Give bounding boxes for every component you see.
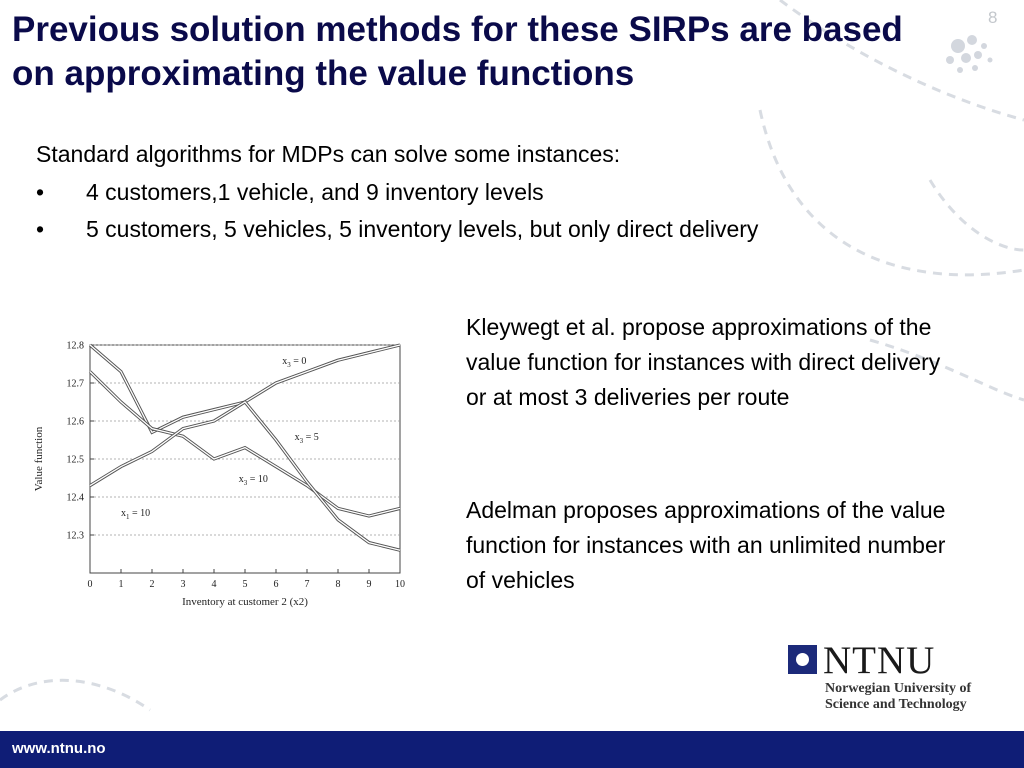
annotation-rest: = 10 bbox=[247, 473, 268, 485]
annotation-rest: = 10 bbox=[129, 508, 151, 519]
x-tick-label: 5 bbox=[242, 579, 248, 590]
x-tick-label: 7 bbox=[304, 579, 310, 590]
series-annotation bbox=[239, 474, 268, 487]
annotation-subscript: 3 bbox=[299, 437, 304, 445]
annotation-subscript: 3 bbox=[243, 478, 248, 487]
page-number: 8 bbox=[988, 8, 998, 27]
annotation-base: x bbox=[238, 473, 244, 485]
kleywegt-paragraph: Kleywegt et al. propose approximations of the value function for instances with direct delivery or at most 3 deliveries per route bbox=[466, 314, 941, 410]
value-function-chart bbox=[28, 315, 423, 615]
adelman-paragraph: Adelman proposes approximations of the value function for instances with an unlimited number of vehicles bbox=[466, 497, 946, 593]
x-tick-label: 9 bbox=[366, 579, 372, 590]
bullet-item bbox=[36, 178, 836, 206]
annotation-base: x bbox=[121, 508, 126, 519]
annotation-rest: = 5 bbox=[303, 432, 319, 443]
ntnu-logo-icon bbox=[788, 645, 817, 674]
series-line bbox=[90, 345, 400, 432]
annotation-rest: = 0 bbox=[290, 356, 307, 367]
intro-text: Standard algorithms for MDPs can solve some instances: bbox=[36, 141, 621, 167]
annotation-base: x bbox=[282, 356, 288, 367]
slide-title: Previous solution methods for these SIRPs are based on approximating the value functions bbox=[12, 10, 903, 93]
series-line bbox=[90, 372, 400, 516]
bullet-symbol: • bbox=[36, 216, 45, 242]
x-axis-label: Inventory at customer 2 (x2) bbox=[182, 596, 308, 608]
series-line-outer bbox=[90, 402, 400, 550]
x-tick-label: 4 bbox=[211, 579, 217, 590]
y-tick-label: 12.5 bbox=[66, 454, 84, 466]
logo-line-1: Norwegian University of bbox=[825, 681, 972, 696]
series-line-outer bbox=[90, 372, 400, 516]
y-tick-label: 12.7 bbox=[66, 378, 84, 390]
ntnu-logo bbox=[785, 640, 1000, 720]
series-line bbox=[90, 402, 400, 550]
logo-wordmark: NTNU bbox=[823, 639, 936, 682]
x-tick-label: 3 bbox=[180, 579, 186, 590]
x-tick-label: 8 bbox=[335, 579, 341, 590]
y-tick-label: 12.4 bbox=[66, 492, 84, 504]
series-annotation bbox=[282, 356, 306, 369]
bullet-symbol: • bbox=[36, 179, 45, 205]
annotation-subscript: 1 bbox=[126, 513, 130, 521]
y-tick-label: 12.6 bbox=[66, 416, 84, 428]
series-annotation bbox=[121, 508, 150, 521]
x-tick-label: 1 bbox=[118, 579, 124, 590]
footer-bar bbox=[0, 731, 1024, 768]
y-tick-label: 12.3 bbox=[66, 530, 84, 542]
footer-url: www.ntnu.no bbox=[12, 740, 106, 757]
x-tick-label: 2 bbox=[149, 579, 155, 590]
bullet-item bbox=[36, 215, 836, 243]
series-annotation bbox=[295, 432, 319, 445]
bullet-list bbox=[36, 178, 836, 252]
y-axis-label: Value function bbox=[33, 426, 45, 492]
bullet-text: 4 customers,1 vehicle, and 9 inventory levels bbox=[86, 179, 544, 205]
annotation-subscript: 3 bbox=[287, 361, 291, 369]
y-tick-label: 12.8 bbox=[66, 340, 84, 352]
x-tick-label: 0 bbox=[87, 579, 93, 590]
annotation-base: x bbox=[294, 432, 300, 443]
x-tick-label: 10 bbox=[395, 579, 405, 590]
x-tick-label: 6 bbox=[273, 579, 279, 590]
bullet-text: 5 customers, 5 vehicles, 5 inventory levels, but only direct delivery bbox=[86, 216, 759, 242]
series-line-outer bbox=[90, 345, 400, 432]
logo-line-2: Science and Technology bbox=[825, 697, 967, 712]
